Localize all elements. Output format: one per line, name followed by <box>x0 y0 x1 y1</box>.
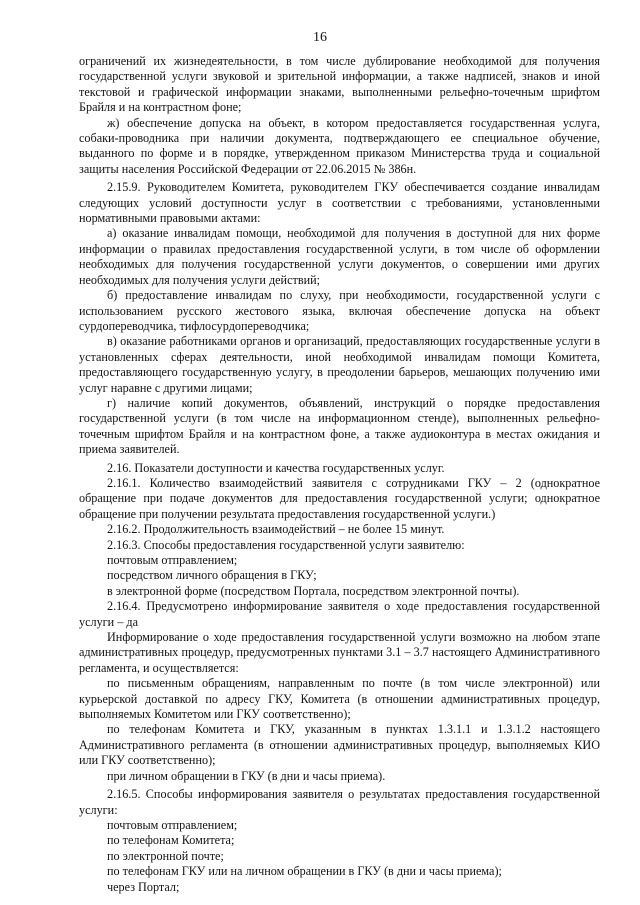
list-item-written-requests: по письменным обращениям, направленным по почте (в том числе электронной) или курьерской доставкой по адресу ГКУ, Комитета (в отношении административных процедур, выполняемых Комитетом или ГКУ соответственно); <box>79 676 600 722</box>
paragraph-guide-dog-access: ж) обеспечение допуска на объект, в котором предоставляется государственная услуга, собаки-проводника при наличии документа, подтверждающего ее специальное обучение, выданного по форме и в порядке, утвержденном приказом Министерства труда и социальной защиты населения Российской Федерации от 22.06.2015 № 386н. <box>79 115 600 176</box>
paragraph-item-v: в) оказание работниками органов и организаций, предоставляющих государственные услуги в установленных сферах деятельности, иной необходимой инвалидам помощи Комитета, предоставляющего государственную услугу, в преодолении барьеров, мешающих получению ими услуг наравне с другими лицами; <box>79 334 600 395</box>
list-item-personal-visit: посредством личного обращения в ГКУ; <box>107 568 317 583</box>
paragraph-2-16-5: 2.16.5. Способы информирования заявителя о результатах предоставления государственной услуги: <box>79 787 600 817</box>
paragraph-2-16-4: 2.16.4. Предусмотрено информирование заявителя о ходе предоставления государственной услуги – да <box>79 599 600 629</box>
paragraph-disabilities-duplication: ограничений их жизнедеятельности, в том числе дублирование необходимой для получения государственной услуги звуковой и зрительной информации, а также надписей, знаков и иной текстовой и графической информации знаками, выполненными рельефно-точечным шрифтом Брайля и на контрастном фоне; <box>79 54 600 115</box>
list-item-result-gku: по телефонам ГКУ или на личном обращении в ГКУ (в дни и часы приема); <box>107 864 502 879</box>
paragraph-2-16-3: 2.16.3. Способы предоставления государственной услуги заявителю: <box>107 537 465 552</box>
list-item-electronic-form: в электронной форме (посредством Портала, посредством электронной почты). <box>107 583 520 598</box>
paragraph-item-g: г) наличие копий документов, объявлений, инструкций о порядке предоставления государственной услуги (в том числе на информационном стенде), выполненных рельефно-точечным шрифтом Брайля и на контрастном фоне, а также аудиоконтура в местах ожидания и приема заявителей. <box>79 395 600 457</box>
paragraph-item-b: б) предоставление инвалидам по слуху, при необходимости, государственной услуги с использованием русского жестового языка, включая обеспечение допуска на объект сурдопереводчика, тифлосурдопереводчика; <box>79 288 600 333</box>
page-number: 16 <box>313 30 327 45</box>
paragraph-item-a: а) оказание инвалидам помощи, необходимой для получения в доступной для них форме информации о правилах предоставления государственной услуги, в том числе об оформлении необходимых для получения государственной услуги документов, о совершении ими других необходимых для получения услуги действий; <box>79 226 600 287</box>
document-body <box>79 54 600 895</box>
list-item-result-portal: через Портал; <box>107 879 180 894</box>
paragraph-2-16-1: 2.16.1. Количество взаимодействий заявителя с сотрудниками ГКУ – 2 (однократное обращение при подаче документов для предоставления государственной услуги; однократное обращение при получении результата предоставления государственной услуги.) <box>79 475 600 521</box>
paragraph-2-16-2: 2.16.2. Продолжительность взаимодействий – не более 15 минут. <box>107 522 445 537</box>
list-item-personal-appeal: при личном обращении в ГКУ (в дни и часы приема). <box>107 768 386 783</box>
paragraph-2-15-9: 2.15.9. Руководителем Комитета, руководителем ГКУ обеспечивается создание инвалидам следующих условий доступности услуг в соответствии с требованиями, установленными нормативными правовыми актами: <box>79 180 600 226</box>
paragraph-2-16: 2.16. Показатели доступности и качества государственных услуг. <box>107 460 445 475</box>
paragraph-informing-progress: Информирование о ходе предоставления государственной услуги возможно на любом этапе административных процедур, предусмотренных пунктами 3.1 – 3.7 настоящего Административного регламента, и осуществляется: <box>79 630 600 675</box>
list-item-result-post: почтовым отправлением; <box>107 817 238 832</box>
list-item-result-email: по электронной почте; <box>107 848 224 863</box>
list-item-result-committee-phones: по телефонам Комитета; <box>107 833 235 848</box>
list-item-phones: по телефонам Комитета и ГКУ, указанным в пунктах 1.3.1.1 и 1.3.1.2 настоящего Административного регламента (в отношении административных процедур, выполняемых КИО или ГКУ соответственно); <box>79 722 600 768</box>
list-item-post: почтовым отправлением; <box>107 553 238 567</box>
